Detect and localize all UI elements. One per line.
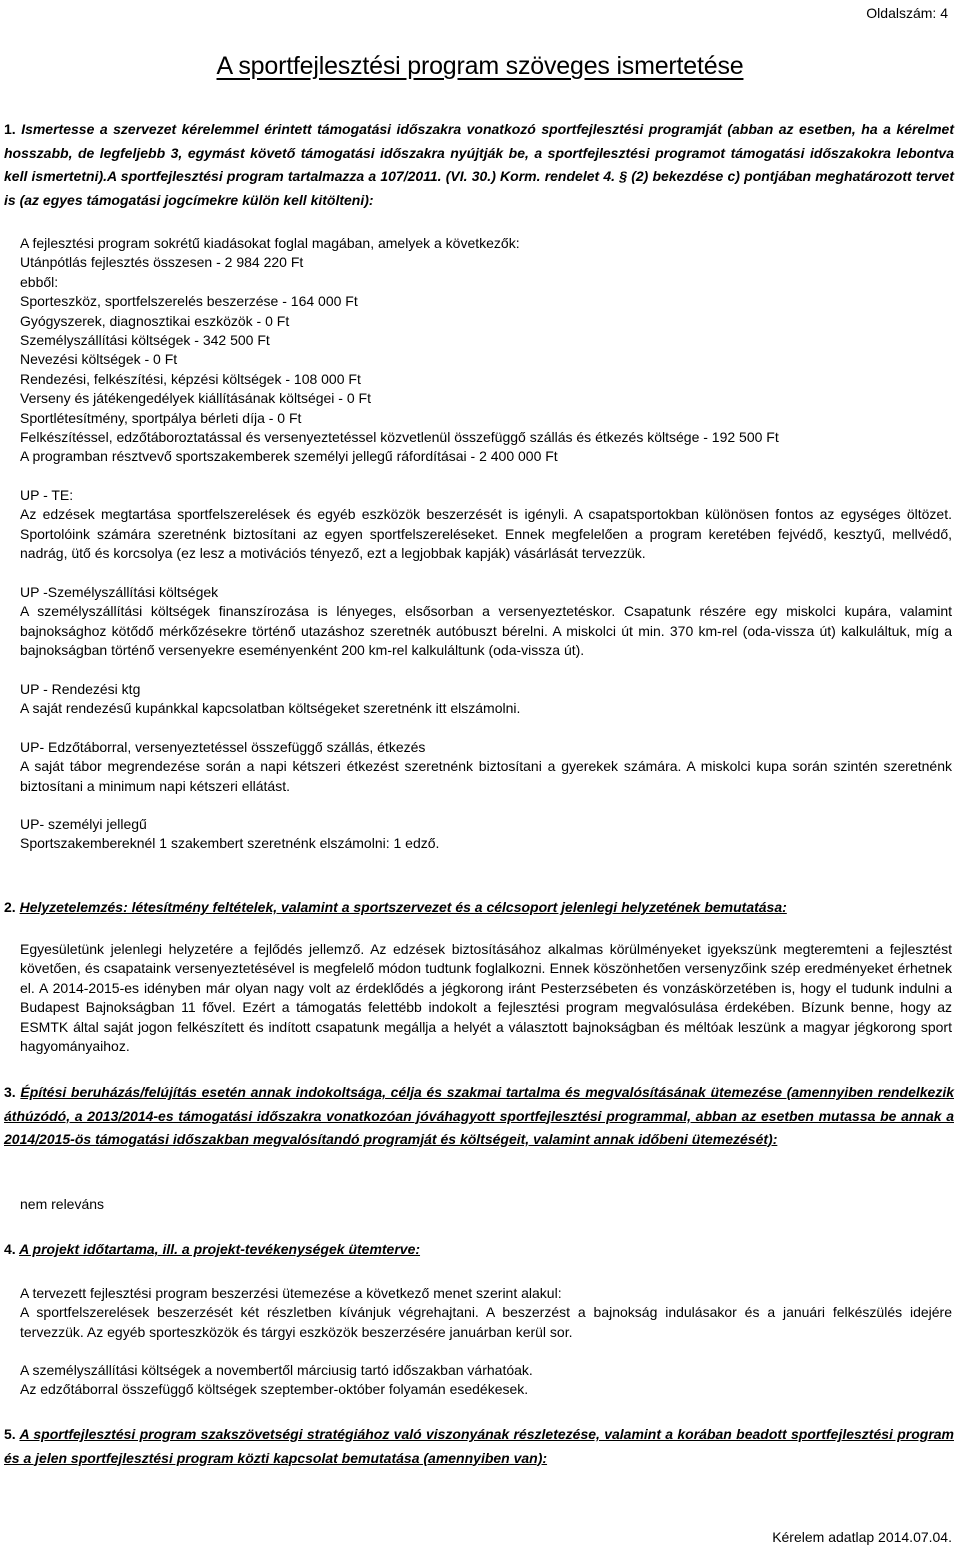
list-item: Utánpótlás fejlesztés összesen - 2 984 220 Ft — [20, 254, 304, 271]
section-4-costs — [20, 1361, 952, 1400]
section-3-text: nem releváns — [20, 1196, 105, 1212]
block-up-edzotabor — [20, 738, 952, 796]
document-title: A sportfejlesztési program szöveges ismertetése — [216, 52, 744, 80]
block-text: A saját tábor megrendezése során a napi kétszeri étkezést szeretnénk biztosítani a gyerekek számára. A miskolci kupa során szintén szeretnénk biztosítani a minimum napi kétszeri ellátást. — [20, 758, 952, 794]
section-2-heading: 2. Helyzetelemzés: létesítmény feltételek, valamint a sportszervezet és a célcsoport jelenlegi helyzetének bemutatása: — [4, 899, 787, 915]
section-1-heading: 1. Ismertesse a szervezet kérelemmel érintett támogatási időszakra vonatkozó sportfejlesztési programját (abban az esetben, ha a kérelmet hosszabb, de legfeljebb 3, egymást követő támogatási időszakra nyújtják be, a sportfejlesztési programot támogatási időszakokra lebontva kell ismertetni).A sportfejlesztési program tartalmazza a 107/2011. (VI. 30.) Korm. rendelet 4. § (2) bekezdése c) pontjában meghatározott tervet is (az egyes támogatási jogcímekre külön kell kitölteni): — [4, 121, 955, 208]
list-item: Nevezési költségek - 0 Ft — [20, 351, 178, 368]
list-item: ebből: — [20, 273, 59, 290]
document-title-wrap — [0, 52, 960, 81]
block-text: Az edzések megtartása sportfelszerelések és egyéb eszközök beszerzését is igényli. A csapatsportokban különösen fontos az egységes öltözet. Sportolóink számára szeretnénk biztosítani az egyen sportfelszereléseket. Ennek megfelelően a program keretében fejvédő, kesztyű, mellvédő, nadrág, ütő és korcsolya (ez lesz a motivációs tényező, ezt a legjobbak kapják) vásárlását tervezzük. — [20, 506, 952, 562]
list-item: A programban résztvevő sportszakemberek személyi jellegű ráfordításai - 2 400 000 Ft — [20, 448, 558, 465]
list-item: Sportlétesítmény, sportpálya bérleti díja - 0 Ft — [20, 409, 302, 426]
list-item: A fejlesztési program sokrétű kiadásokat foglal magában, amelyek a következők: — [20, 235, 520, 251]
block-text: Sportszakembereknél 1 szakembert szeretnénk elszámolni: 1 edző. — [20, 835, 440, 852]
list-item: Az edzőtáborral összefüggő költségek szeptember-október folyamán esedékesek. — [20, 1381, 529, 1398]
list-item: A tervezett fejlesztési program beszerzési ütemezése a következő menet szerint alakul: — [20, 1285, 562, 1301]
section-3-heading: 3. Építési beruházás/felújítás esetén annak indokoltsága, célja és szakmai tartalma és megvalósításának ütemezése (amennyiben rendelkezik áthúzódó, a 2013/2014-es támogatási időszakra vonatkozóan jóváhagyott sportfejlesztési programmal, abban az esetben mutassa be annak a 2014/2015-ös támogatási időszakban megvalósítandó programját és költségeit, valamint annak időbeni ütemezését): — [4, 1084, 955, 1147]
list-item: Rendezési, felkészítési, képzési költségek - 108 000 Ft — [20, 370, 361, 387]
list-item: Verseny és játékengedélyek kiállításának költségei - 0 Ft — [20, 390, 371, 407]
block-up-szemelyi — [20, 815, 952, 854]
section-4-heading: 4. A projekt időtartama, ill. a projekt-tevékenységek ütemterve: — [4, 1241, 421, 1257]
block-text: A személyszállítási költségek finanszírozása is lényeges, elsősorban a versenyeztetéskor. Csapatunk részére egy miskolci kupára, valamint bajnoksághoz kötődő mérkőzésekre történő utazáshoz szeretnék autóbuszt bérelni. A miskolci út min. 370 km-rel (oda-vissza út) kalkuláltuk, míg a bajnokságban történő versenyekre eseményenként 200 km-rel kalkuláltunk (oda-vissza út). — [20, 603, 952, 659]
section-2-text: Egyesületünk jelenlegi helyzetére a fejlődés jellemző. Az edzések biztosításához alkalmas körülményeket igyekszünk megteremteni a fejlesztést követően, és csapataink versenyeztetésével is megfelelő módon tudtunk foglalkozni. Ennek köszönhetően versenyzőink szép eredményeket érhetnek el. A 2014-2015-es idényben már olyan nagy volt az érdeklődés a jégkorong iránt Pesterzsébeten és vonzáskörzetében is, hogy el tudunk indulni a Budapest Bajnokságban 11 fővel. Ezért a támogatás felettébb indokolt a fejlesztési program megvalósulása érdekében. Bízunk benne, hogy az ESMTK által saját jogon felkészített és indított csapatunk megállja a helyét a választott bajnokságban és méltóak leszünk a magyar jégkorong sport hagyományaihoz. — [20, 941, 952, 1055]
block-title: UP - Rendezési ktg — [20, 681, 141, 697]
block-up-te — [20, 486, 952, 564]
list-item: A személyszállítási költségek a novembertől márciusig tartó időszakban várhatóak. — [20, 1362, 533, 1378]
section-5-heading: 5. A sportfejlesztési program szakszövetségi stratégiához való viszonyának részletezése, valamint a korában beadott sportfejlesztési program és a jelen sportfejlesztési program közti kapcsolat bemutatása (amennyiben van): — [4, 1426, 954, 1466]
block-text: A saját rendezésű kupánkkal kapcsolatban költségeket szeretnénk itt elszámolni. — [20, 700, 521, 717]
block-up-szemelyszallitas — [20, 583, 952, 661]
block-title: UP -Személyszállítási költségek — [20, 584, 219, 600]
list-item: Személyszállítási költségek - 342 500 Ft — [20, 332, 270, 349]
footer-form-date: Kérelem adatlap 2014.07.04. — [772, 1529, 952, 1545]
section-4-schedule — [20, 1284, 952, 1342]
list-item: Gyógyszerek, diagnosztikai eszközök - 0 Ft — [20, 312, 290, 329]
list-item: Felkészítéssel, edzőtáboroztatással és versenyeztetéssel közvetlenül összefüggő szállás és étkezés költsége - 192 500 Ft — [20, 429, 779, 446]
page-number: Oldalszám: 4 — [866, 5, 948, 21]
block-up-rendezesi — [20, 680, 952, 719]
list-item: Sporteszköz, sportfelszerelés beszerzése - 164 000 Ft — [20, 293, 358, 310]
block-title: UP- Edzőtáborral, versenyeztetéssel összefüggő szállás, étkezés — [20, 739, 426, 755]
block-title: UP - TE: — [20, 487, 74, 503]
section-1-cost-list — [20, 234, 952, 467]
list-item: A sportfelszerelések beszerzését két részletben kívánjuk végrehajtani. A beszerzést a bajnokság indulásakor és a januári felkészülés idejére tervezzük. Az egyéb sporteszközök és tárgyi eszközök beszerzésére januárban kerül sor. — [20, 1304, 952, 1340]
block-title: UP- személyi jellegű — [20, 816, 147, 832]
